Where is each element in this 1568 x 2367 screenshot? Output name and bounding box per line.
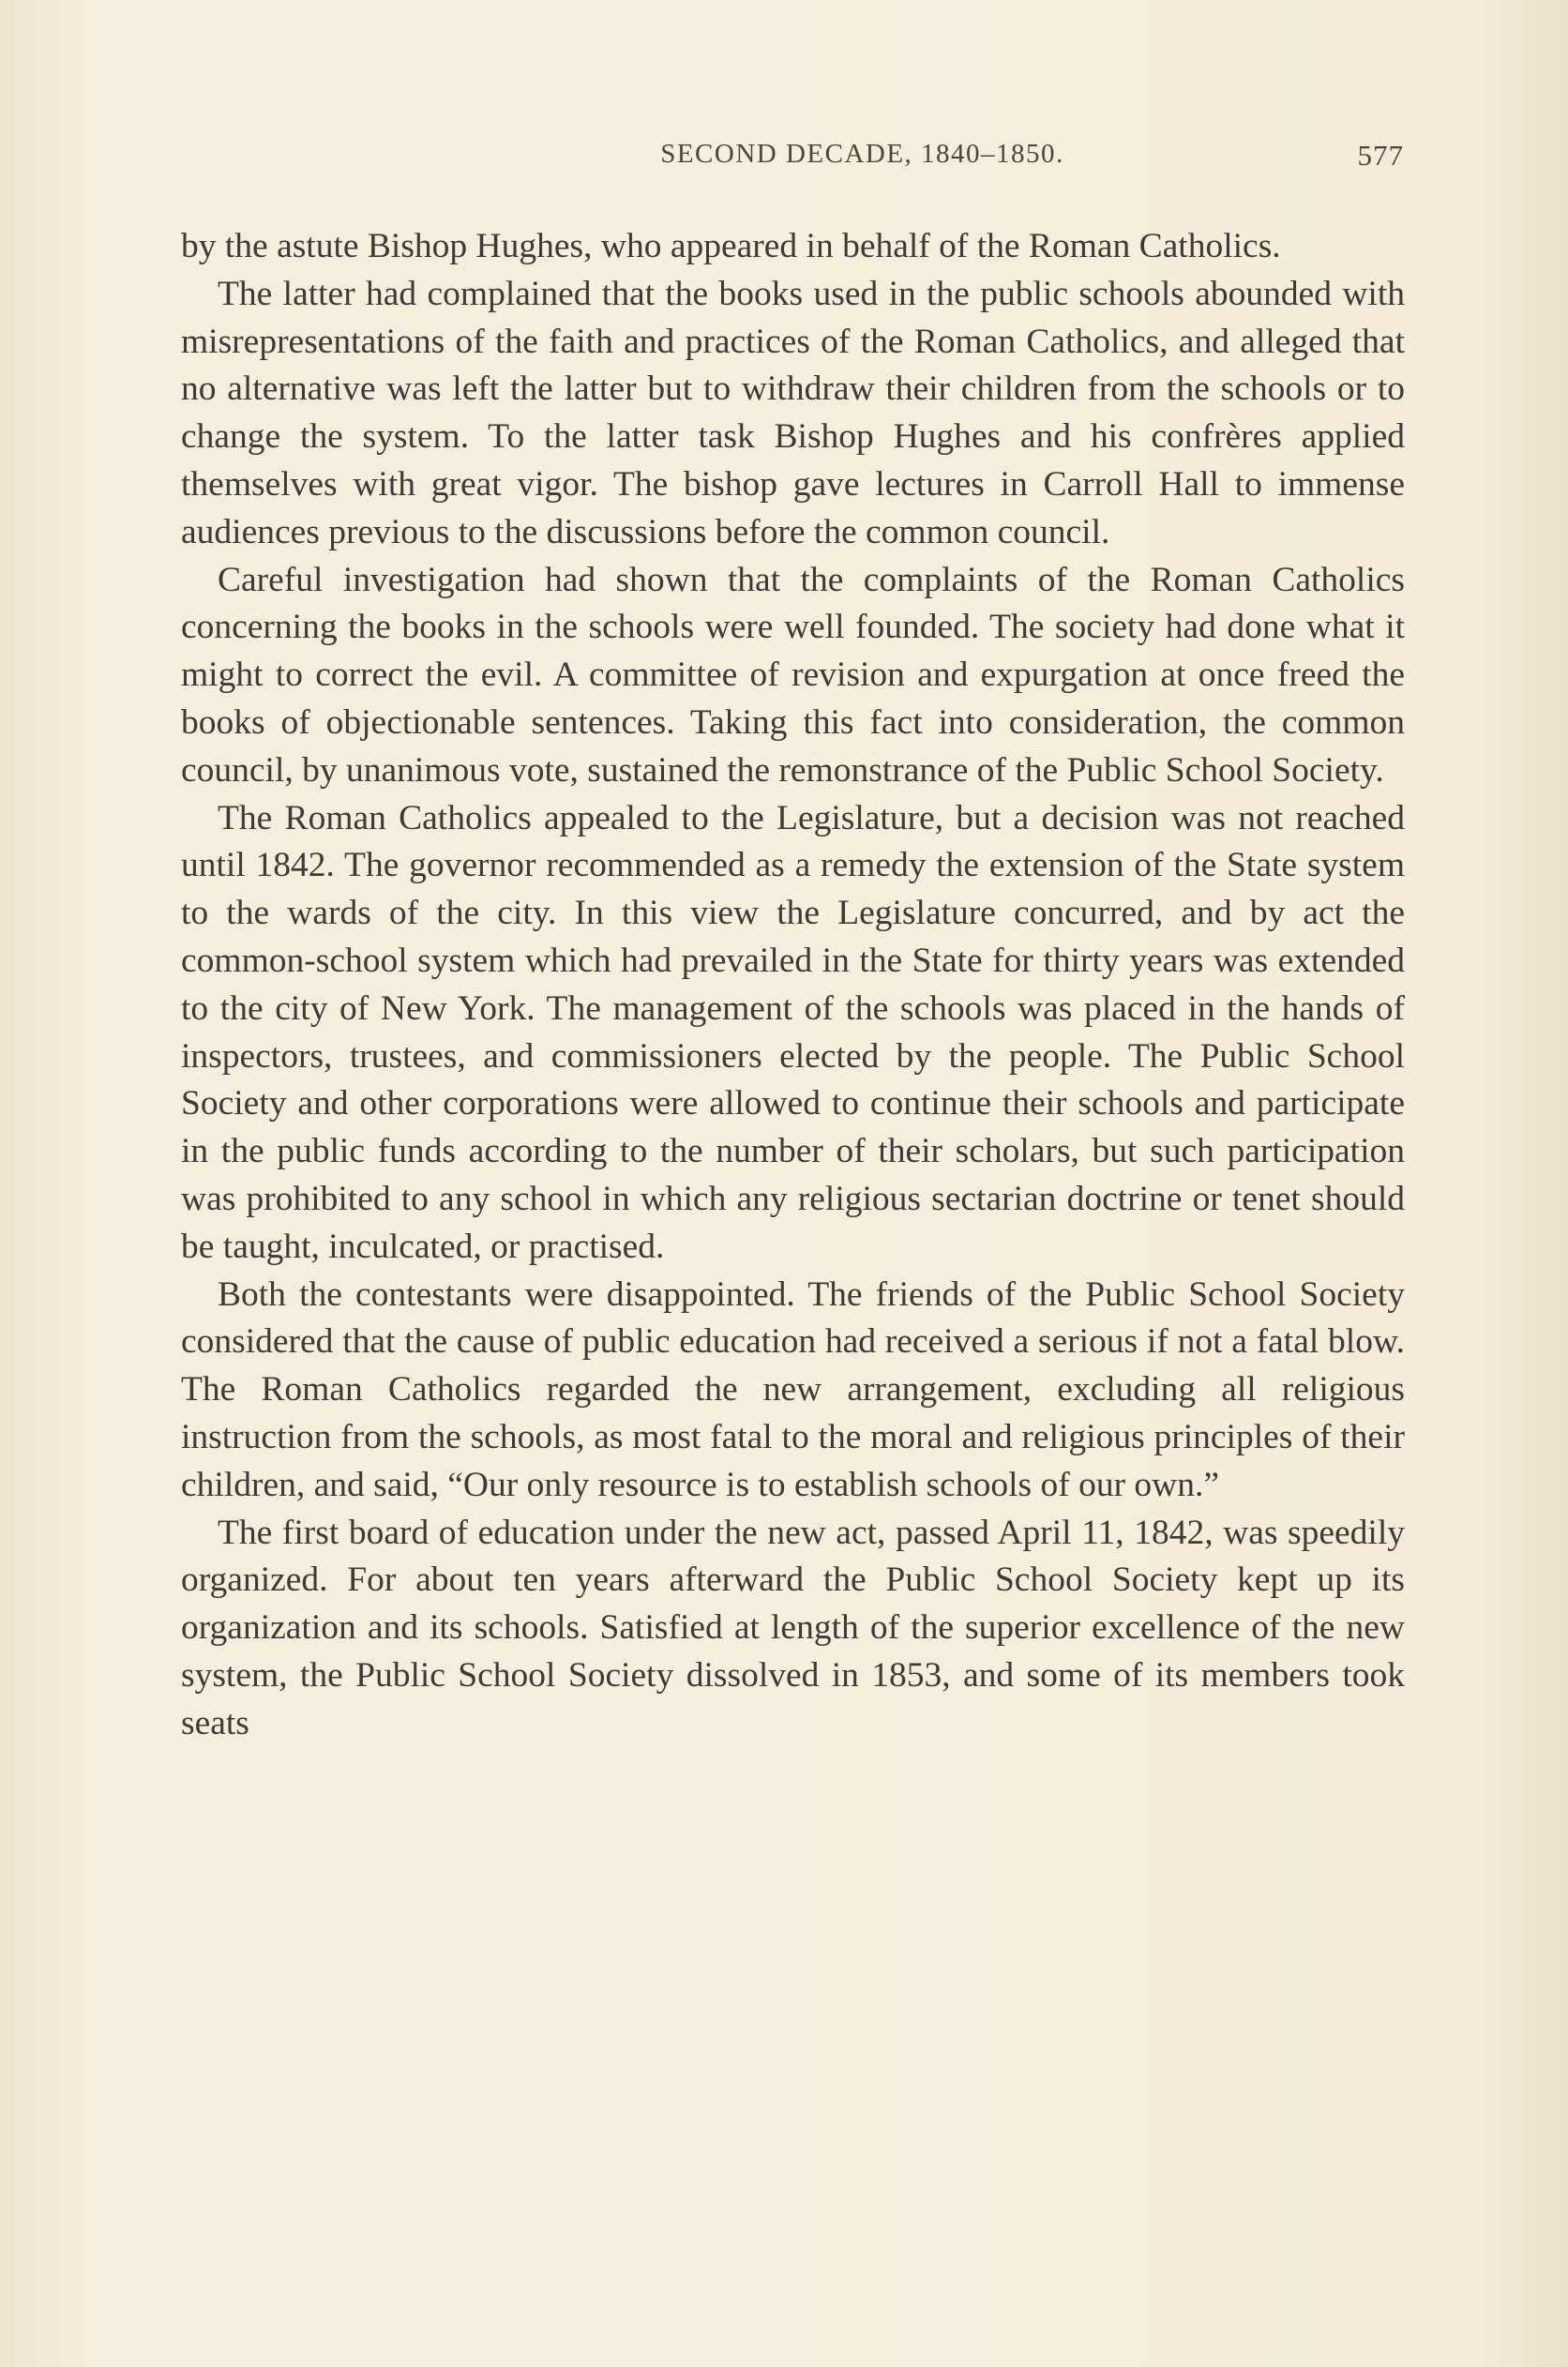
body-text <box>181 223 1405 1748</box>
page-number: 577 <box>1357 139 1404 172</box>
paragraph-continuation: by the astute Bishop Hughes, who appeared in behalf of the Roman Catholics. <box>181 227 1281 265</box>
paragraph: The latter had complained that the books used in the public schools abounded with misrepresentations of the faith and practices of the Roman Catholics, and alleged that no alternative was left the latter but to withdraw their children from the schools or to change the system. To the latter task Bishop Hughes and his confrères applied themselves with great vigor. The bishop gave lectures in Carroll Hall to immense audiences previous to the discussions before the common council. <box>181 274 1405 551</box>
paragraph: Both the contestants were disappointed. The friends of the Public School Society considered that the cause of public education had received a serious if not a fatal blow. The Roman Catholics regarded the new arrangement, excluding all religious instruction from the schools, as most fatal to the moral and religious principles of their children, and said, “Our only resource is to establish schools of our own.” <box>181 1274 1405 1504</box>
running-title: SECOND DECADE, 1840–1850. <box>660 139 1064 169</box>
paragraph: Careful investigation had shown that the complaints of the Roman Catholics concerning the books in the schools were well founded. The society had done what it might to correct the evil. A committee of revision and expurgation at once freed the books of objectionable sentences. Taking this fact into consideration, the common council, by unanimous vote, sustained the remonstrance of the Public School Society. <box>181 560 1405 790</box>
running-head <box>180 139 1404 180</box>
paragraph: The Roman Catholics appealed to the Legislature, but a decision was not reached until 1842. The governor recommended as a remedy the extension of the State system to the wards of the city. In this view the Legislature concurred, and by act the common-school system which had prevailed in the State for thirty years was extended to the city of New York. The management of the schools was placed in the hands of inspectors, trustees, and commissioners elected by the people. The Public School Society and other corporations were allowed to continue their schools and participate in the public funds according to the number of their scholars, but such participation was prohibited to any school in which any religious sectarian doctrine or tenet should be taught, inculcated, or practised. <box>181 798 1405 1266</box>
paragraph: The first board of education under the new act, passed April 11, 1842, was speedily organized. For about ten years afterward the Public School Society kept up its organization and its schools. Satisfied at length of the superior excellence of the new system, the Public School Society dissolved in 1853, and some of its members took seats <box>181 1513 1405 1742</box>
